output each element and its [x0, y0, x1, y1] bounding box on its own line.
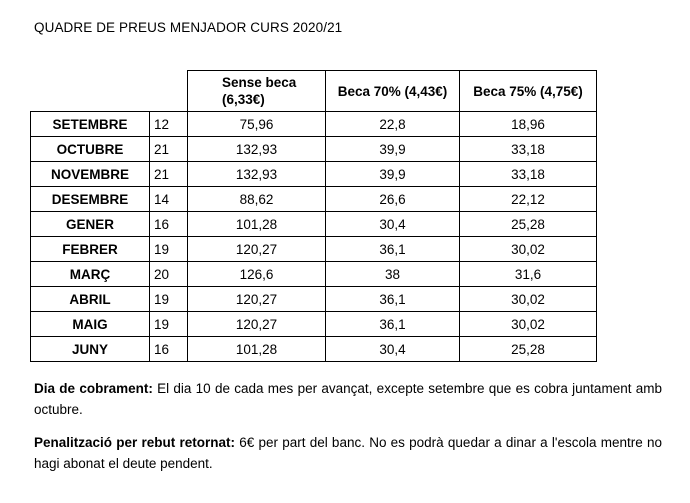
beca-75-cell: 31,6 — [460, 262, 597, 287]
beca-70-cell: 36,1 — [326, 237, 460, 262]
month-cell: ABRIL — [31, 287, 150, 312]
note-penalitzacio-label: Penalització per rebut retornat: — [34, 435, 235, 450]
table-row — [31, 237, 597, 262]
table-row — [31, 137, 597, 162]
table-row — [31, 337, 597, 362]
beca-70-cell: 22,8 — [326, 112, 460, 137]
note-penalitzacio-text: 6€ per part del banc. No es podrà quedar a dinar a l'escola mentre no hagi abonat el deute pendent. — [34, 435, 662, 471]
beca-70-cell: 36,1 — [326, 312, 460, 337]
note-cobrament-label: Dia de cobrament: — [34, 381, 153, 396]
days-cell: 21 — [150, 162, 188, 187]
sense-beca-cell: 126,6 — [188, 262, 326, 287]
table-row — [31, 262, 597, 287]
beca-70-cell: 39,9 — [326, 162, 460, 187]
table-row — [31, 162, 597, 187]
table-row — [31, 212, 597, 237]
days-cell: 19 — [150, 287, 188, 312]
days-cell: 14 — [150, 187, 188, 212]
days-cell: 20 — [150, 262, 188, 287]
month-cell: NOVEMBRE — [31, 162, 150, 187]
beca-70-cell: 30,4 — [326, 212, 460, 237]
beca-75-cell: 33,18 — [460, 137, 597, 162]
price-table — [30, 70, 597, 362]
beca-75-cell: 30,02 — [460, 312, 597, 337]
table-row — [31, 187, 597, 212]
table-row — [31, 287, 597, 312]
beca-75-cell: 30,02 — [460, 287, 597, 312]
beca-75-cell: 30,02 — [460, 237, 597, 262]
sense-beca-cell: 132,93 — [188, 162, 326, 187]
sense-beca-cell: 120,27 — [188, 237, 326, 262]
beca-75-cell: 22,12 — [460, 187, 597, 212]
beca-75-cell: 25,28 — [460, 337, 597, 362]
days-cell: 21 — [150, 137, 188, 162]
beca-70-cell: 30,4 — [326, 337, 460, 362]
beca-70-cell: 39,9 — [326, 137, 460, 162]
beca-70-cell: 26,6 — [326, 187, 460, 212]
days-cell: 19 — [150, 237, 188, 262]
days-cell: 16 — [150, 337, 188, 362]
month-cell: GENER — [31, 212, 150, 237]
header-beca-70: Beca 70% (4,43€) — [326, 71, 460, 112]
document-title: QUADRE DE PREUS MENJADOR CURS 2020/21 — [34, 20, 343, 35]
sense-beca-cell: 88,62 — [188, 187, 326, 212]
month-cell: MARÇ — [31, 262, 150, 287]
note-penalitzacio — [34, 432, 662, 474]
sense-beca-cell: 132,93 — [188, 137, 326, 162]
month-cell: OCTUBRE — [31, 137, 150, 162]
sense-beca-cell: 101,28 — [188, 212, 326, 237]
price-table-body — [31, 112, 597, 362]
sense-beca-cell: 75,96 — [188, 112, 326, 137]
beca-70-cell: 36,1 — [326, 287, 460, 312]
days-cell: 12 — [150, 112, 188, 137]
days-cell: 16 — [150, 212, 188, 237]
beca-75-cell: 18,96 — [460, 112, 597, 137]
beca-75-cell: 25,28 — [460, 212, 597, 237]
days-cell: 19 — [150, 312, 188, 337]
header-sense-beca: Sense beca (6,33€) — [188, 71, 326, 112]
note-cobrament — [34, 378, 662, 420]
beca-70-cell: 38 — [326, 262, 460, 287]
month-cell: SETEMBRE — [31, 112, 150, 137]
table-header-row — [31, 71, 597, 112]
month-cell: DESEMBRE — [31, 187, 150, 212]
table-row — [31, 112, 597, 137]
month-cell: JUNY — [31, 337, 150, 362]
sense-beca-cell: 101,28 — [188, 337, 326, 362]
header-beca-75: Beca 75% (4,75€) — [460, 71, 597, 112]
table-row — [31, 312, 597, 337]
sense-beca-cell: 120,27 — [188, 312, 326, 337]
note-cobrament-text: El dia 10 de cada mes per avançat, excepte setembre que es cobra juntament amb octubre. — [34, 381, 662, 417]
beca-75-cell: 33,18 — [460, 162, 597, 187]
month-cell: MAIG — [31, 312, 150, 337]
header-blank-cell — [31, 71, 188, 112]
sense-beca-cell: 120,27 — [188, 287, 326, 312]
month-cell: FEBRER — [31, 237, 150, 262]
